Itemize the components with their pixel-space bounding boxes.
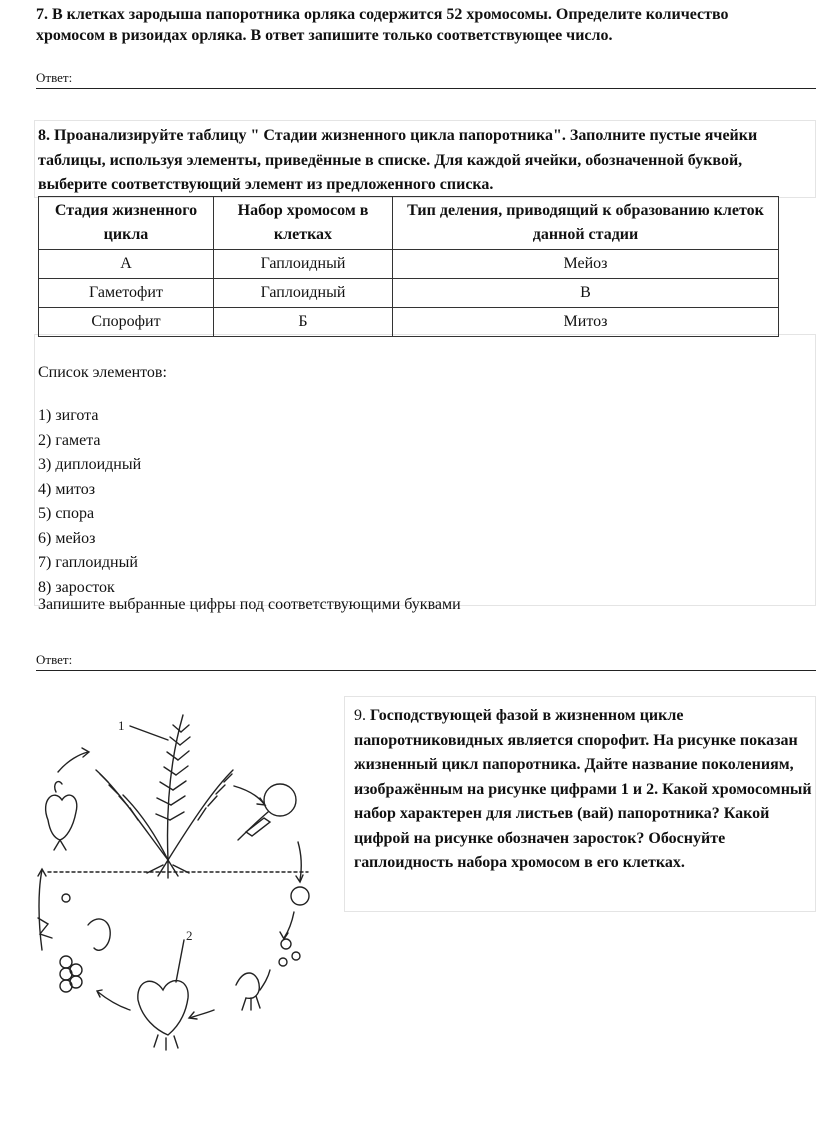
spore	[291, 887, 309, 905]
cycle-arrow	[284, 912, 294, 938]
header-division: Тип деления, приводящий к образованию клеток данной стадии	[393, 197, 779, 250]
pointer-1	[130, 726, 168, 740]
question-8-text: 8. Проанализируйте таблицу " Стадии жизненного цикла папоротника". Заполните пустые ячейки таблицы, используя элементы, приведённые в списке. Для каждой ячейки, обозначенной буквой, выберите соответствующий элемент из предложенного списка.	[38, 127, 758, 193]
egg-cell	[62, 894, 70, 902]
germinating-spore	[236, 973, 259, 998]
cell	[60, 956, 72, 968]
header-stage: Стадия жизненного цикла	[39, 197, 214, 250]
question-7-text: 7. В клетках зародыша папоротника орляка содержится 52 хромосомы. Определите количество хромосом в ризоидах орляка. В ответ запишите только соответствующее число.	[36, 6, 729, 44]
figure-label-2: 2	[186, 928, 193, 943]
list-item: 8) заросток	[38, 578, 115, 596]
pointer-2	[176, 940, 184, 982]
cycle-arrow	[234, 786, 264, 804]
spore	[281, 939, 291, 949]
list-item: 5) спора	[38, 505, 95, 522]
cell-a[interactable]: А	[39, 250, 214, 279]
spore	[279, 958, 287, 966]
table-cell: Мейоз	[393, 250, 779, 279]
list-item: 2) гамета	[38, 431, 101, 449]
list-item: 6) мейоз	[38, 529, 96, 547]
cycle-arrow	[260, 970, 270, 990]
life-cycle-table	[38, 196, 779, 337]
table-cell: Гаметофит	[39, 279, 214, 308]
figure-label-1: 1	[118, 718, 125, 733]
prothallus	[138, 981, 188, 1035]
cycle-arrow	[98, 992, 130, 1010]
sporangium	[264, 784, 296, 816]
table-cell: Митоз	[393, 308, 779, 337]
cycle-arrow	[190, 1010, 214, 1018]
fern-roots	[147, 860, 189, 878]
table-row	[39, 250, 779, 279]
table-cell: Спорофит	[39, 308, 214, 337]
answer-label-7: Ответ:	[36, 70, 73, 85]
table-cell: Гаплоидный	[214, 279, 393, 308]
table-row	[39, 308, 779, 337]
question-9-number: 9.	[354, 707, 370, 724]
list-item: 1) зигота	[38, 407, 99, 424]
question-9-body: Господствующей фазой в жизненном цикле папоротниковидных является спорофит. На рисунке показан жизненный цикл папоротника. Дайте название поколениям, изображённым на рисунке цифрами 1 и 2. Какой хромосомный набор характерен для листьев (вай) папоротника? Какой цифрой на рисунке обозначен заросток? Обоснуйте гаплоидность набора хромосом в его клетках.	[354, 707, 812, 871]
answer-line-8[interactable]	[36, 670, 816, 671]
answer-line-7[interactable]	[36, 88, 816, 89]
list-item: 4) митоз	[38, 480, 96, 498]
instruction-text: Запишите выбранные цифры под соответствующими буквами	[38, 596, 461, 613]
table-row	[39, 279, 779, 308]
spore	[292, 952, 300, 960]
cycle-arrow	[58, 752, 88, 772]
cell-v[interactable]: В	[393, 279, 779, 308]
elements-list	[38, 404, 141, 600]
young-sporophyte	[46, 795, 77, 840]
cell-b[interactable]: Б	[214, 308, 393, 337]
table-cell: Гаплоидный	[214, 250, 393, 279]
list-item: 3) диплоидный	[38, 456, 142, 473]
header-chromosomes: Набор хромосом в клетках	[214, 197, 393, 250]
table-header-row	[39, 197, 779, 250]
question-9-text	[354, 704, 814, 876]
cycle-arrow	[39, 870, 42, 950]
prothallus-rhizoids	[154, 1035, 178, 1050]
list-title: Список элементов:	[38, 364, 167, 381]
answer-label-8: Ответ:	[36, 652, 73, 667]
fern-life-cycle-figure	[18, 700, 318, 1070]
cycle-arrow	[298, 842, 301, 880]
antheridium	[88, 919, 110, 950]
list-item: 7) гаплоидный	[38, 554, 138, 571]
